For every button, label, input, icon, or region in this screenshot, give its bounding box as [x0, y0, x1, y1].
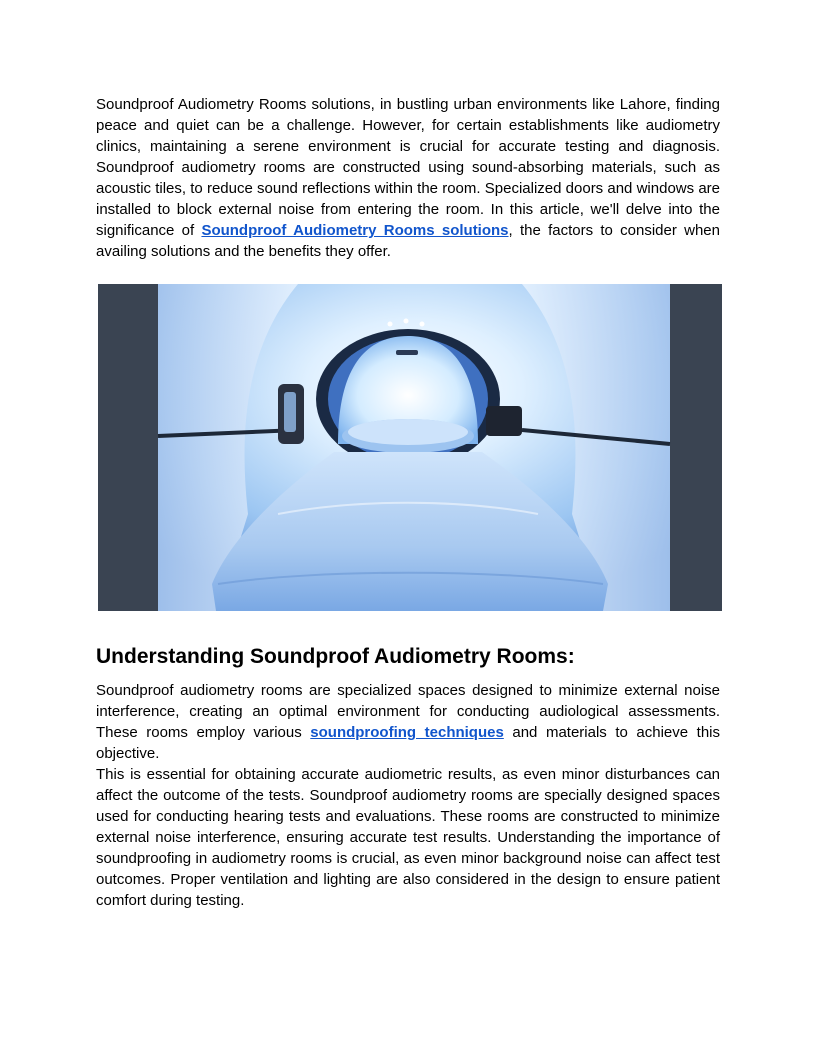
para1-text-after: and materials to achieve this objective.: [96, 724, 721, 762]
soundproof-rooms-link[interactable]: Soundproof Audiometry Rooms solutions: [201, 222, 509, 239]
audiometry-room-image: [98, 284, 722, 611]
para1-text-before: Soundproof audiometry rooms are specialized spaces designed to minimize external noise interference, creating an optimal environment for conducting audiological assessments. These rooms employ various: [96, 682, 720, 741]
section-paragraph-2: This is essential for obtaining accurate audiometric results, as even minor disturbances can affect the outcome of the tests. Soundproof audiometry rooms are specially designed spaces used for conducting hearing tests and evaluations. These rooms are constructed to minimize external noise interference, ensuring accurate test results. Understanding the importance of soundproofing in audiometry rooms is crucial, as even minor background noise can affect test outcomes. Proper ventilation and lighting are also considered in the design to ensure patient comfort during testing.: [96, 766, 720, 909]
soundproofing-techniques-link[interactable]: soundproofing techniques: [310, 724, 504, 741]
intro-text-before: Soundproof Audiometry Rooms solutions, in bustling urban environments like Lahore, finding peace and quiet can be a challenge. However, for certain establishments like audiometry clinics, maintaining a serene environment is crucial for accurate testing and diagnosis. Soundproof audiometry rooms are constructed using sound-absorbing materials, such as acoustic tiles, to reduce sound reflections within the room. Specialized doors and windows are installed to block external noise from entering the room. In this article, we'll delve into the significance of: [96, 96, 720, 239]
mri-capsule-bed-icon: [98, 284, 722, 611]
section-paragraph-1: [96, 680, 720, 764]
document-page: [96, 94, 720, 911]
intro-paragraph: [96, 94, 720, 262]
intro-text-after: , the factors to consider when availing solutions and the benefits they offer.: [96, 222, 720, 260]
section-heading: Understanding Soundproof Audiometry Rooms:: [96, 645, 575, 668]
